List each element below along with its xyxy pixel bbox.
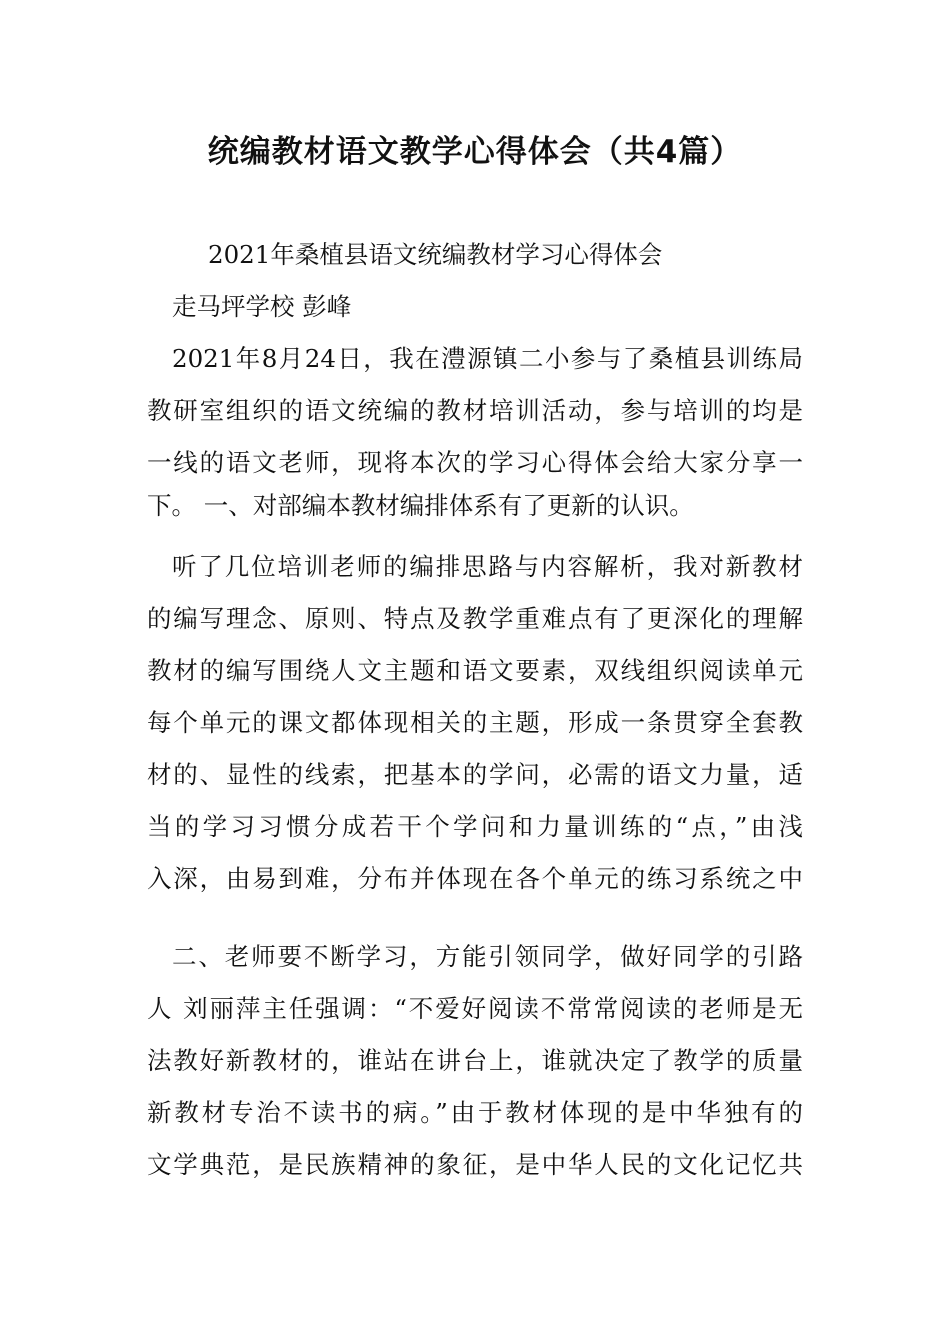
paragraph-line: 新教材专治不读书的病。”由于教材体现的是中华独有的	[147, 1098, 803, 1127]
paragraph-line: 每个单元的课文都体现相关的主题，形成一条贯穿全套教	[147, 708, 803, 737]
paragraph-line: 2021年8月24日，我在澧源镇二小参与了桑植县训练局	[172, 344, 803, 373]
document-subtitle: 2021年桑植县语文统编教材学习心得体会	[208, 240, 663, 269]
paragraph-line: 法教好新教材的，谁站在讲台上，谁就决定了教学的质量	[147, 1046, 803, 1075]
paragraph-line: 二、老师要不断学习，方能引领同学，做好同学的引路	[172, 942, 803, 971]
paragraph-line: 文学典范，是民族精神的象征，是中华人民的文化记忆共	[147, 1150, 803, 1179]
paragraph-line: 下。 一、对部编本教材编排体系有了更新的认识。	[147, 491, 694, 520]
paragraph-line: 当的学习习惯分成若干个学问和力量训练的“点，”由浅	[147, 812, 803, 841]
paragraph-line: 教材的编写围绕人文主题和语文要素，双线组织阅读单元	[147, 656, 803, 685]
document-title: 统编教材语文教学心得体会（共4篇）	[207, 134, 743, 170]
paragraph-line: 教研室组织的语文统编的教材培训活动，参与培训的均是	[147, 396, 803, 425]
paragraph-line: 材的、显性的线索，把基本的学问，必需的语文力量，适	[147, 760, 803, 789]
paragraph-line: 的编写理念、原则、特点及教学重难点有了更深化的理解	[147, 604, 803, 633]
paragraph-line: 入深，由易到难，分布并体现在各个单元的练习系统之中	[147, 864, 803, 893]
paragraph-line: 人 刘丽萍主任强调：“不爱好阅读不常常阅读的老师是无	[147, 994, 803, 1023]
paragraph-line: 一线的语文老师，现将本次的学习心得体会给大家分享一	[147, 448, 803, 477]
author-line: 走马坪学校 彭峰	[172, 292, 352, 321]
paragraph-line: 听了几位培训老师的编排思路与内容解析，我对新教材	[172, 552, 803, 581]
